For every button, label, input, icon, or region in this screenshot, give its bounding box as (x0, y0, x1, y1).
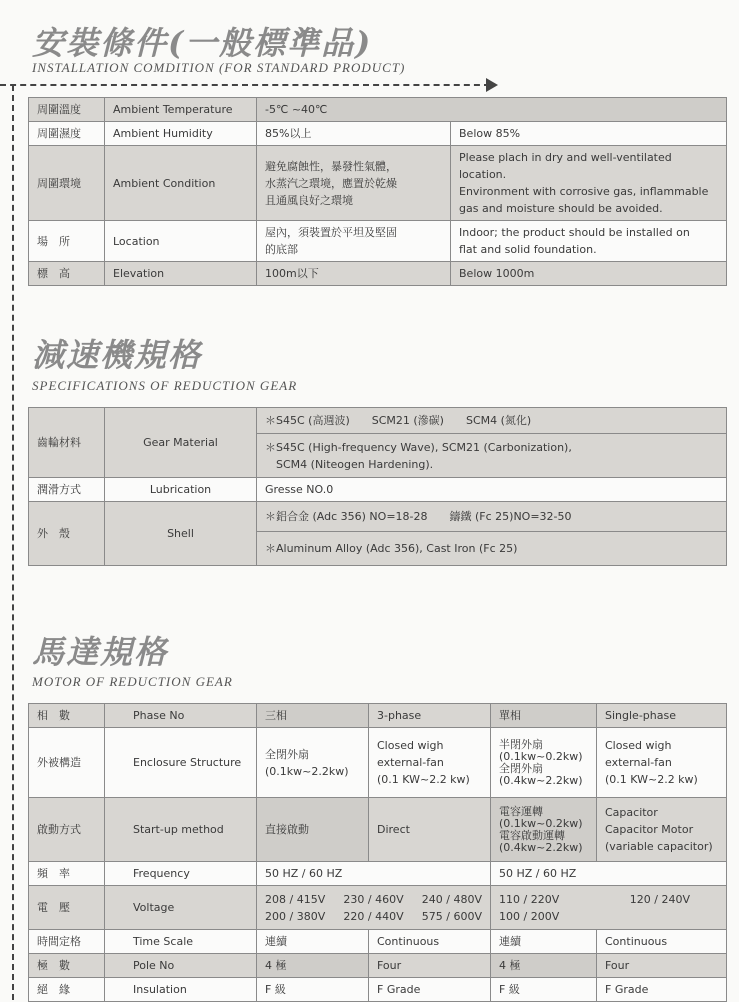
row-label-en: Phase No (105, 704, 257, 728)
row-label-en: Frequency (105, 862, 257, 886)
row-value-zh: 85%以上 (257, 122, 451, 146)
row-label-zh: 電 壓 (29, 886, 105, 930)
row-label-en: Ambient Humidity (105, 122, 257, 146)
row-label-zh: 外 殼 (29, 502, 105, 566)
table-row (29, 221, 727, 262)
startup-three-en: Direct (369, 798, 491, 862)
phase-three-zh: 三相 (257, 704, 369, 728)
row-label-en: Start-up method (105, 798, 257, 862)
row-label-en: Time Scale (105, 930, 257, 954)
phase-three-en: 3-phase (369, 704, 491, 728)
row-label-zh: 周圍溫度 (29, 98, 105, 122)
row-label-zh: 潤滑方式 (29, 478, 105, 502)
enclosure-single-en: Closed wigh external-fan (0.1 KW~2.2 kw) (597, 728, 727, 798)
voltage-three-cell (257, 886, 491, 930)
row-label-en: Lubrication (105, 478, 257, 502)
row-label-en: Pole No (105, 954, 257, 978)
motor-title-zh: 馬達規格 (32, 633, 169, 671)
motor-title-en: MOTOR OF REDUCTION GEAR (32, 674, 233, 689)
phase-single-en: Single-phase (597, 704, 727, 728)
reduction-gear-table (28, 407, 727, 566)
voltage-value: 110 / 220V (499, 892, 560, 906)
table-row (29, 886, 727, 930)
table-row (29, 798, 727, 862)
voltage-single-line (499, 908, 718, 925)
table-row (29, 478, 727, 502)
row-label-en: Elevation (105, 262, 257, 286)
installation-title-zh: 安裝條件(一般標準品) (32, 24, 373, 62)
phase-single-zh: 單相 (491, 704, 597, 728)
row-label-zh: 絕 緣 (29, 978, 105, 1002)
row-label-zh: 外被構造 (29, 728, 105, 798)
startup-three-zh: 直接啟動 (257, 798, 369, 862)
voltage-three-line (265, 908, 482, 925)
installation-title-en: INSTALLATION COMDITION (FOR STANDARD PRODUCT) (32, 60, 406, 75)
row-value-en: Below 1000m (451, 262, 727, 286)
table-row (29, 146, 727, 221)
row-label-en: Voltage (105, 886, 257, 930)
row-label-en: Enclosure Structure (105, 728, 257, 798)
gear-material-en: ＊S45C (High-frequency Wave), SCM21 (Carbonization), SCM4 (Niteogen Hardening). (257, 434, 727, 478)
time-single-en: Continuous (597, 930, 727, 954)
dashed-guide-vertical (12, 85, 14, 1000)
table-row (29, 930, 727, 954)
pole-three-en: Four (369, 954, 491, 978)
row-label-zh: 標 高 (29, 262, 105, 286)
table-row (29, 978, 727, 1002)
voltage-value: 208 / 415V (265, 892, 326, 906)
row-label-en: Gear Material (105, 408, 257, 478)
time-three-en: Continuous (369, 930, 491, 954)
gear-material-zh: ＊S45C (高週波) SCM21 (滲碳) SCM4 (氮化) (257, 408, 727, 434)
row-label-en: Ambient Condition (105, 146, 257, 221)
row-label-en: Location (105, 221, 257, 262)
voltage-single-cell (491, 886, 727, 930)
table-row (29, 954, 727, 978)
time-three-zh: 連續 (257, 930, 369, 954)
table-row (29, 502, 727, 532)
row-label-en: Shell (105, 502, 257, 566)
motor-table (28, 703, 727, 1002)
row-label-en: Ambient Temperature (105, 98, 257, 122)
shell-material-en: ＊Aluminum Alloy (Adc 356), Cast Iron (Fc 25) (257, 532, 727, 566)
voltage-single-line (499, 891, 718, 908)
frequency-single: 50 HZ / 60 HZ (491, 862, 727, 886)
reduction-gear-title-zh: 減速機規格 (32, 336, 203, 374)
voltage-three-line (265, 891, 482, 908)
table-row (29, 408, 727, 434)
startup-single-zh: 電容運轉 (0.1kw~0.2kw) 電容啟動運轉 (0.4kw~2.2kw) (491, 798, 597, 862)
enclosure-three-en: Closed wigh external-fan (0.1 KW~2.2 kw) (369, 728, 491, 798)
table-row (29, 704, 727, 728)
row-label-zh: 場 所 (29, 221, 105, 262)
row-value: -5℃ ~40℃ (257, 98, 727, 122)
row-value-zh: 屋內，須裝置於平坦及堅固 的底部 (257, 221, 451, 262)
voltage-value: 575 / 600V (421, 909, 482, 923)
reduction-gear-title-en: SPECIFICATIONS OF REDUCTION GEAR (32, 378, 298, 393)
row-label-zh: 時間定格 (29, 930, 105, 954)
row-label-zh: 頻 率 (29, 862, 105, 886)
voltage-value: 100 / 200V (499, 909, 560, 923)
shell-material-zh: ＊鋁合金 (Adc 356) NO=18-28 鑄鐵 (Fc 25)NO=32-50 (257, 502, 727, 532)
table-row (29, 98, 727, 122)
startup-single-en: Capacitor Capacitor Motor (variable capacitor) (597, 798, 727, 862)
row-label-zh: 齒輪材料 (29, 408, 105, 478)
row-label-zh: 周圍濕度 (29, 122, 105, 146)
dashed-guide-horizontal (0, 84, 490, 86)
insulation-single-zh: F 級 (491, 978, 597, 1002)
row-value-zh: 避免腐蝕性，暴發性氣體， 水蒸汽之環境，應置於乾燥 且通風良好之環境 (257, 146, 451, 221)
voltage-value: 230 / 460V (343, 892, 404, 906)
voltage-value: 220 / 440V (343, 909, 404, 923)
lubrication-value: Gresse NO.0 (257, 478, 727, 502)
insulation-three-en: F Grade (369, 978, 491, 1002)
row-label-zh: 啟動方式 (29, 798, 105, 862)
pole-three-zh: 4 極 (257, 954, 369, 978)
installation-table (28, 97, 727, 286)
enclosure-single-zh: 半閉外扇 (0.1kw~0.2kw) 全閉外扇 (0.4kw~2.2kw) (491, 728, 597, 798)
frequency-three: 50 HZ / 60 HZ (257, 862, 491, 886)
row-value-en: Please plach in dry and well-ventilated location. Environment with corrosive gas, inflammable gas and moisture should be avoided. (451, 146, 727, 221)
table-row (29, 262, 727, 286)
row-value-en: Indoor; the product should be installed on flat and solid foundation. (451, 221, 727, 262)
voltage-value: 120 / 240V (629, 892, 690, 906)
arrow-head-icon (486, 78, 498, 92)
pole-single-en: Four (597, 954, 727, 978)
row-label-zh: 極 數 (29, 954, 105, 978)
row-value-zh: 100m以下 (257, 262, 451, 286)
time-single-zh: 連續 (491, 930, 597, 954)
pole-single-zh: 4 極 (491, 954, 597, 978)
table-row (29, 122, 727, 146)
voltage-value: 200 / 380V (265, 909, 326, 923)
row-label-en: Insulation (105, 978, 257, 1002)
enclosure-three-zh: 全閉外扇 (0.1kw~2.2kw) (257, 728, 369, 798)
insulation-three-zh: F 級 (257, 978, 369, 1002)
voltage-value: 240 / 480V (421, 892, 482, 906)
insulation-single-en: F Grade (597, 978, 727, 1002)
table-row (29, 728, 727, 798)
row-label-zh: 周圍環境 (29, 146, 105, 221)
table-row (29, 862, 727, 886)
row-label-zh: 相 數 (29, 704, 105, 728)
row-value-en: Below 85% (451, 122, 727, 146)
